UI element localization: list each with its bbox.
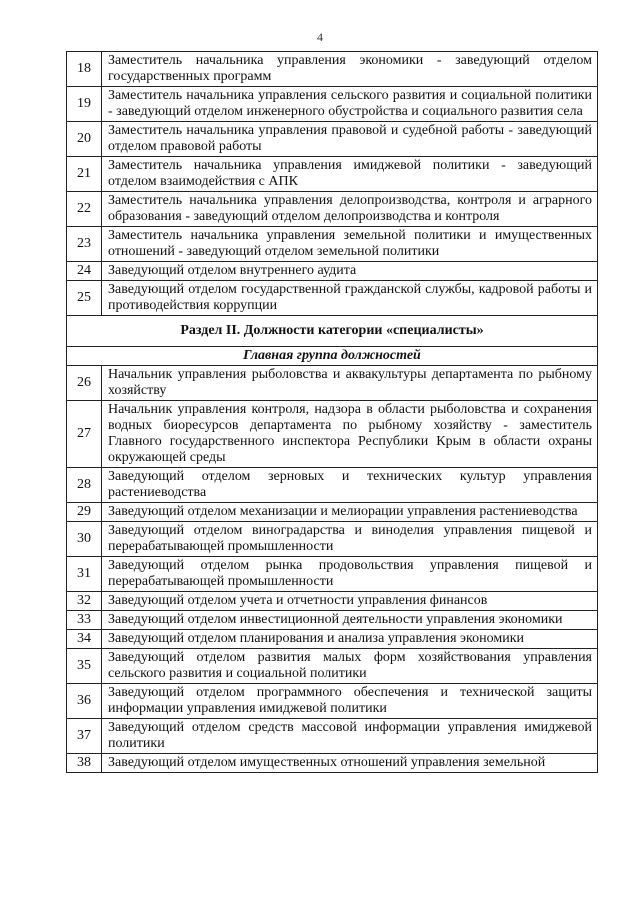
table-row bbox=[67, 366, 598, 401]
position-title: Заведующий отделом средств массовой информации управления имиджевой политики bbox=[102, 719, 598, 754]
table-row bbox=[67, 52, 598, 87]
table-row bbox=[67, 649, 598, 684]
page-number: 4 bbox=[317, 30, 323, 44]
row-number: 23 bbox=[67, 227, 102, 262]
table-row bbox=[67, 611, 598, 630]
table-row bbox=[67, 122, 598, 157]
table-row bbox=[67, 522, 598, 557]
table-row bbox=[67, 468, 598, 503]
table-row bbox=[67, 87, 598, 122]
position-title: Заведующий отделом имущественных отношений управления земельной bbox=[102, 754, 598, 773]
position-title: Заведующий отделом инвестиционной деятельности управления экономики bbox=[102, 611, 598, 630]
position-title: Заведующий отделом рынка продовольствия управления пищевой и перерабатывающей промышленности bbox=[102, 557, 598, 592]
row-number: 33 bbox=[67, 611, 102, 630]
positions-table-top bbox=[67, 52, 598, 316]
position-title: Заместитель начальника управления правовой и судебной работы - заведующий отделом правовой работы bbox=[102, 122, 598, 157]
table-row bbox=[67, 684, 598, 719]
position-title: Начальник управления рыболовства и аквакультуры департамента по рыбному хозяйству bbox=[102, 366, 598, 401]
position-title: Заведующий отделом зерновых и технических культур управления растениеводства bbox=[102, 468, 598, 503]
row-number: 26 bbox=[67, 366, 102, 401]
row-number: 20 bbox=[67, 122, 102, 157]
table-row bbox=[67, 157, 598, 192]
position-title: Заместитель начальника управления сельского развития и социальной политики - заведующий отделом инженерного обустройства и социального развития села bbox=[102, 87, 598, 122]
row-number: 27 bbox=[67, 401, 102, 468]
table-row bbox=[67, 503, 598, 522]
section-header bbox=[67, 316, 598, 366]
row-number: 28 bbox=[67, 468, 102, 503]
row-number: 24 bbox=[67, 262, 102, 281]
row-number: 31 bbox=[67, 557, 102, 592]
table-row bbox=[67, 719, 598, 754]
position-title: Начальник управления контроля, надзора в области рыболовства и сохранения водных биоресурсов департамента по рыбному хозяйству - заместитель Главного государственного инспектора Республики Крым в области охраны окружающей среды bbox=[102, 401, 598, 468]
row-number: 34 bbox=[67, 630, 102, 649]
table-row bbox=[67, 192, 598, 227]
position-title: Заведующий отделом механизации и мелиорации управления растениеводства bbox=[102, 503, 598, 522]
row-number: 21 bbox=[67, 157, 102, 192]
group-title: Главная группа должностей bbox=[67, 347, 598, 366]
section-title: Раздел II. Должности категории «специалисты» bbox=[67, 316, 598, 347]
position-title: Заведующий отделом виноградарства и виноделия управления пищевой и перерабатывающей промышленности bbox=[102, 522, 598, 557]
position-title: Заместитель начальника управления делопроизводства, контроля и аграрного образования - заведующий отделом делопроизводства и контроля bbox=[102, 192, 598, 227]
table-row bbox=[67, 630, 598, 649]
row-number: 32 bbox=[67, 592, 102, 611]
position-title: Заведующий отделом государственной гражданской службы, кадровой работы и противодействия коррупции bbox=[102, 281, 598, 316]
position-title: Заведующий отделом внутреннего аудита bbox=[102, 262, 598, 281]
row-number: 25 bbox=[67, 281, 102, 316]
section-row bbox=[67, 316, 598, 347]
row-number: 38 bbox=[67, 754, 102, 773]
position-title: Заведующий отделом программного обеспечения и технической защиты информации управления имиджевой политики bbox=[102, 684, 598, 719]
table-row bbox=[67, 592, 598, 611]
row-number: 30 bbox=[67, 522, 102, 557]
row-number: 35 bbox=[67, 649, 102, 684]
position-title: Заведующий отделом планирования и анализа управления экономики bbox=[102, 630, 598, 649]
group-row bbox=[67, 347, 598, 366]
table-row bbox=[67, 754, 598, 773]
row-number: 29 bbox=[67, 503, 102, 522]
position-title: Заместитель начальника управления экономики - заведующий отделом государственных программ bbox=[102, 52, 598, 87]
position-title: Заведующий отделом учета и отчетности управления финансов bbox=[102, 592, 598, 611]
positions-table bbox=[66, 51, 598, 773]
position-title: Заместитель начальника управления имиджевой политики - заведующий отделом взаимодействия с АПК bbox=[102, 157, 598, 192]
positions-table-bottom bbox=[67, 366, 598, 773]
row-number: 19 bbox=[67, 87, 102, 122]
row-number: 18 bbox=[67, 52, 102, 87]
position-title: Заместитель начальника управления земельной политики и имущественных отношений - заведующий отделом земельной политики bbox=[102, 227, 598, 262]
row-number: 36 bbox=[67, 684, 102, 719]
table-row bbox=[67, 262, 598, 281]
row-number: 37 bbox=[67, 719, 102, 754]
position-title: Заведующий отделом развития малых форм хозяйствования управления сельского развития и социальной политики bbox=[102, 649, 598, 684]
table-row bbox=[67, 401, 598, 468]
table-row bbox=[67, 557, 598, 592]
table-row bbox=[67, 227, 598, 262]
table-row bbox=[67, 281, 598, 316]
row-number: 22 bbox=[67, 192, 102, 227]
